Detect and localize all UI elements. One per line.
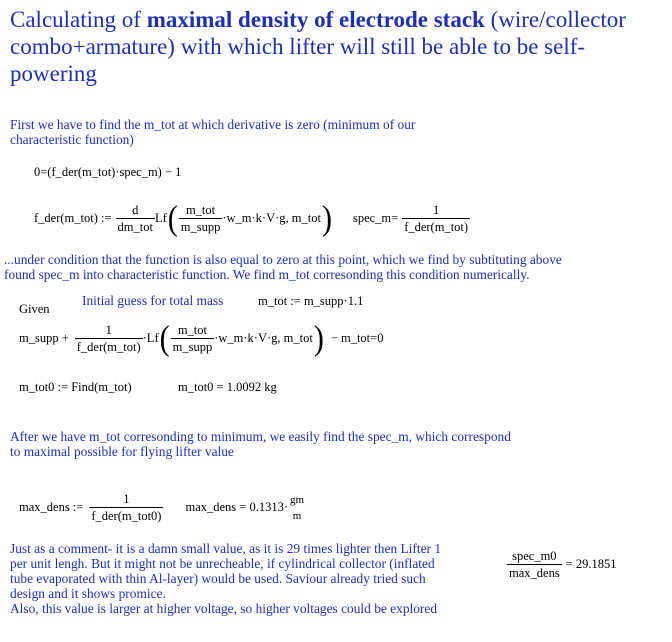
d-numerator: d [132,203,139,217]
lf-function: Lf [154,211,167,225]
max-dens-denominator: f_der(m_tot0) [91,509,162,523]
ratio-fraction [507,549,562,580]
constraint-close-paren: ) [313,318,324,357]
max-dens-unit [288,493,306,523]
constraint-lhs: m_supp + [19,331,69,345]
equation-derivative-zero: 0=(f_der(m_tot)·spec_m) − 1 [34,165,182,179]
mass-ratio-denominator: m_supp [180,220,221,234]
initial-guess-label: Initial guess for total mass [82,293,224,308]
equation-ratio [507,549,617,580]
unit-denominator: m [292,509,302,522]
max-dens-lhs: max_dens := [19,500,84,514]
d-denominator: dm_tot [117,220,153,234]
close-paren: ) [321,198,332,237]
constraint-fraction [75,323,143,354]
constraint-mass-ratio [171,323,215,354]
f-der-args: ·w_m·k·V·g, m_tot [222,211,321,225]
ratio-numerator: spec_m0 [512,549,557,563]
mass-ratio-fraction [179,203,223,234]
condition-line1: ...under condition that the function is also equal to zero at this point, which we find by subtituting above [4,252,562,267]
equation-max-dens [19,492,306,523]
comment-text [10,541,441,616]
spec-m-denominator: f_der(m_tot) [404,220,469,234]
condition-text [4,252,562,282]
initial-guess-equation: m_tot := m_supp·1.1 [258,294,364,308]
constraint-mass-den: m_supp [172,340,213,354]
constraint-tail: − m_tot=0 [330,331,384,345]
comment-line4: design and it shows promice. [10,586,166,601]
ratio-denominator: max_dens [509,566,560,580]
d-dm-fraction [116,203,155,234]
intro-text [10,117,415,147]
mass-ratio-numerator: m_tot [185,203,216,217]
constraint-denominator: f_der(m_tot) [76,340,141,354]
constraint-lf: ·Lf [142,331,159,345]
equation-given-constraint [19,318,384,357]
max-dens-fraction [89,492,163,523]
comment-line3: tube evaporated with thin Al-layer) would be used. Saviour already tried such [10,571,426,586]
intro-line2: characteristic function) [10,132,134,147]
title-bold: maximal density of electrode stack [146,7,485,32]
condition-line2: found spec_m into characteristic function. We find m_tot corresonding this condition numerically. [4,267,530,282]
after-line2: to maximal possible for flying lifter value [10,444,234,459]
ratio-result: = 29.1851 [565,557,617,571]
intro-line1: First we have to find the m_tot at which derivative is zero (minimum of our [10,117,416,132]
equation-f-der-definition [34,198,470,237]
after-text [10,429,511,459]
find-result: m_tot0 = 1.0092 kg [178,380,277,394]
constraint-numerator: 1 [105,323,112,337]
page-title [10,6,660,87]
title-part1: Calculating of [10,7,147,32]
constraint-args: ·w_m·k·V·g, m_tot [214,331,313,345]
comment-line2: per unit lengh. But it might not be unrecheable, if cylindrical collector (inflated [10,556,435,571]
comment-line5: Also, this value is larger at higher voltage, so higher voltages could be explored [10,601,438,616]
spec-m-fraction [402,203,470,234]
title-part2: (wire/collector combo+armature) with which lifter will still be able to be self-powering [10,7,626,86]
find-definition: m_tot0 := Find(m_tot) [19,380,132,394]
constraint-mass-num: m_tot [177,323,207,337]
max-dens-result: max_dens = 0.1313· [185,500,288,514]
constraint-open-paren: ( [159,318,170,357]
spec-m-numerator: 1 [433,203,440,217]
after-line1: After we have m_tot corresonding to minimum, we easily find the spec_m, which correspond [10,429,511,444]
unit-numerator: gm [290,493,305,506]
comment-line1: Just as a comment- it is a damn small value, as it is 29 times lighter then Lifter 1 [10,541,442,556]
spec-m-lhs: spec_m= [352,211,399,225]
given-label: Given [19,302,50,316]
max-dens-numerator: 1 [123,492,130,506]
f-der-lhs: f_der(m_tot) := [34,211,112,225]
open-paren: ( [167,198,178,237]
